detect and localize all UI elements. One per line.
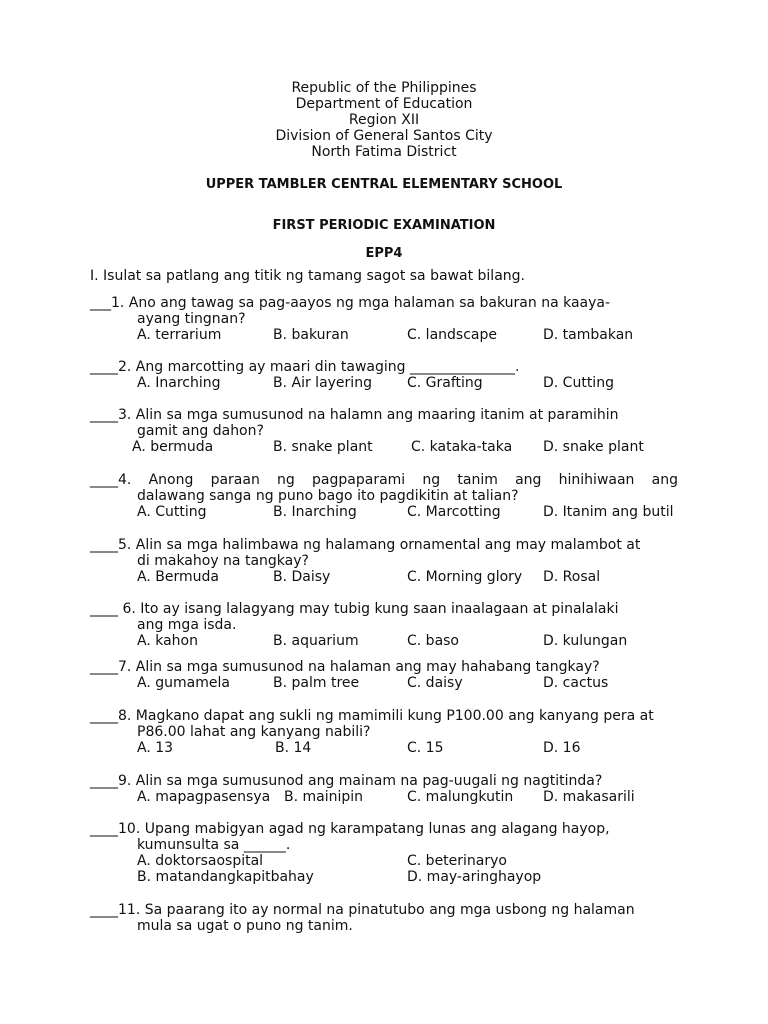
question-7-choices [90, 675, 678, 691]
question-3-text: ____3. Alin sa mga sumusunod na halamn ang maaring itanim at paramihin [90, 407, 619, 423]
question-1-text: ___1. Ano ang tawag sa pag-aayos ng mga halaman sa bakuran na kaaya- [90, 295, 611, 311]
question-6-choices [90, 633, 678, 649]
header-division: Division of General Santos City [275, 128, 493, 144]
choice-a: A. Bermuda [137, 569, 219, 585]
choice-c: C. beterinaryo [407, 853, 507, 869]
exam-title: FIRST PERIODIC EXAMINATION [272, 218, 496, 233]
choice-b: B. palm tree [273, 675, 360, 691]
choice-b: B. bakuran [273, 327, 349, 343]
choice-c: C. Morning glory [407, 569, 523, 585]
question-10-text-cont: kumunsulta sa ______. [137, 837, 291, 853]
choice-a: A. Cutting [137, 504, 207, 520]
choice-b: B. 14 [275, 740, 312, 756]
question-10-choices-row2 [90, 869, 678, 885]
instructions: I. Isulat sa patlang ang titik ng tamang sagot sa bawat bilang. [90, 268, 525, 284]
question-11-text: ____11. Sa paarang ito ay normal na pinatutubo ang mga usbong ng halaman [90, 902, 635, 918]
choice-b: B. aquarium [273, 633, 359, 649]
header-district: North Fatima District [311, 144, 457, 160]
question-6 [90, 601, 678, 649]
choice-c: C. landscape [407, 327, 497, 343]
question-1-choices [90, 327, 678, 343]
question-8-text: ____8. Magkano dapat ang sukli ng mamimili kung P100.00 ang kanyang pera at [90, 708, 654, 724]
question-5-choices [90, 569, 678, 585]
header-region: Region XII [348, 112, 420, 128]
choice-a: A. 13 [137, 740, 174, 756]
question-10 [90, 821, 678, 885]
question-7 [90, 659, 678, 691]
choice-b: B. mainipin [284, 789, 364, 805]
choice-c: C. Grafting [407, 375, 483, 391]
choice-b: B. Air layering [273, 375, 372, 391]
question-8 [90, 708, 678, 756]
question-4-text: ____4. Anong paraan ng pagpaparami ng tanim ang hinihiwaan ang [90, 472, 678, 488]
question-5 [90, 537, 678, 585]
choice-c: C. kataka-taka [411, 439, 513, 455]
question-4-text-cont: dalawang sanga ng puno bago ito pagdikitin at talian? [137, 488, 519, 504]
question-4 [90, 472, 678, 520]
question-8-choices [90, 740, 678, 756]
question-2-choices [90, 375, 678, 391]
question-2-text: ____2. Ang marcotting ay maari din tawaging _______________. [90, 359, 520, 375]
choice-d: D. snake plant [543, 439, 644, 455]
question-3-choices [90, 439, 678, 455]
choice-d: D. makasarili [543, 789, 635, 805]
choice-a: A. bermuda [132, 439, 214, 455]
choice-d: D. may-aringhayop [407, 869, 542, 885]
question-3-text-cont: gamit ang dahon? [137, 423, 264, 439]
question-11 [90, 902, 678, 934]
question-5-text-cont: di makahoy na tangkay? [137, 553, 309, 569]
choice-a: A. Inarching [137, 375, 221, 391]
choice-c: C. baso [407, 633, 460, 649]
choice-a: A. mapagpasensya [137, 789, 271, 805]
header-republic: Republic of the Philippines [291, 80, 477, 96]
question-4-choices [90, 504, 678, 520]
choice-d: D. tambakan [543, 327, 634, 343]
choice-d: D. Cutting [543, 375, 614, 391]
choice-c: C. Marcotting [407, 504, 501, 520]
choice-d: D. cactus [543, 675, 609, 691]
question-9-choices [90, 789, 678, 805]
question-11-text-cont: mula sa ugat o puno ng tanim. [137, 918, 353, 934]
choice-a: A. doktorsaospital [137, 853, 264, 869]
choice-c: C. malungkutin [407, 789, 514, 805]
question-10-text: ____10. Upang mabigyan agad ng karampatang lunas ang alagang hayop, [90, 821, 610, 837]
choice-d: D. 16 [543, 740, 581, 756]
question-7-text: ____7. Alin sa mga sumusunod na halaman ang may hahabang tangkay? [90, 659, 600, 675]
question-10-choices-row1 [90, 853, 678, 869]
choice-a: A. terrarium [137, 327, 222, 343]
question-9 [90, 773, 678, 805]
choice-a: A. gumamela [137, 675, 230, 691]
choice-b: B. matandangkapitbahay [137, 869, 314, 885]
question-5-text: ____5. Alin sa mga halimbawa ng halamang ornamental ang may malambot at [90, 537, 641, 553]
school-name: UPPER TAMBLER CENTRAL ELEMENTARY SCHOOL [205, 177, 563, 192]
question-8-text-cont: P86.00 lahat ang kanyang nabili? [137, 724, 371, 740]
subject-title: EPP4 [365, 246, 403, 261]
question-2 [90, 359, 678, 391]
question-1-text-cont: ayang tingnan? [137, 311, 246, 327]
question-6-text-cont: ang mga isda. [137, 617, 237, 633]
question-9-text: ____9. Alin sa mga sumusunod ang mainam na pag-uugali ng nagtitinda? [90, 773, 603, 789]
choice-a: A. kahon [137, 633, 198, 649]
header-department: Department of Education [295, 96, 473, 112]
question-1 [90, 295, 678, 343]
choice-d: D. Rosal [543, 569, 601, 585]
question-6-text: ____ 6. Ito ay isang lalagyang may tubig kung saan inaalagaan at pinalalaki [90, 601, 619, 617]
choice-c: C. daisy [407, 675, 463, 691]
choice-b: B. Inarching [273, 504, 357, 520]
question-3 [90, 407, 678, 455]
choice-c: C. 15 [407, 740, 444, 756]
choice-b: B. snake plant [273, 439, 373, 455]
choice-b: B. Daisy [273, 569, 331, 585]
choice-d: D. Itanim ang butil [543, 504, 674, 520]
choice-d: D. kulungan [543, 633, 628, 649]
